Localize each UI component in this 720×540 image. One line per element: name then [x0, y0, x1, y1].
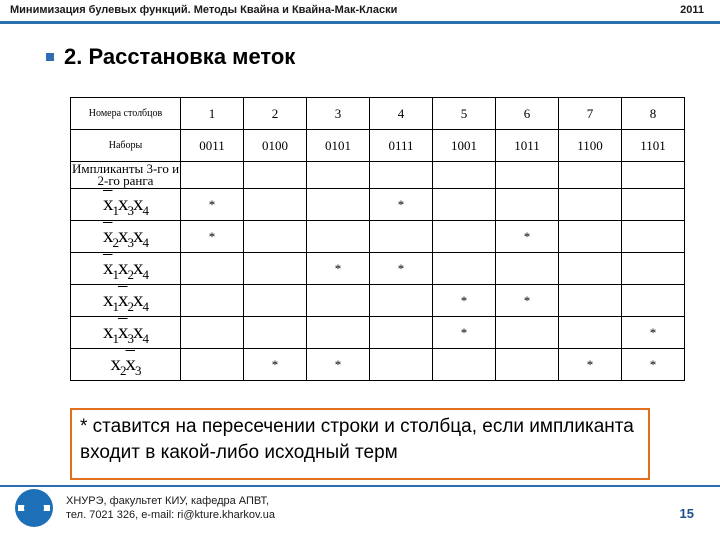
set-value-5: 1001: [433, 130, 496, 162]
empty-cell: [433, 221, 496, 253]
term-variable: $\overline{x}$: [103, 190, 113, 215]
empty-cell: [370, 285, 433, 317]
term-index: 4: [142, 234, 148, 250]
term-variable: x: [133, 286, 143, 311]
empty-cell: [433, 253, 496, 285]
term-index: 2: [112, 234, 118, 250]
mark-asterisk: *: [370, 189, 433, 221]
empty-cell: [559, 162, 622, 189]
implicants-label-row: [71, 162, 685, 189]
empty-cell: [559, 189, 622, 221]
mark-asterisk: *: [622, 349, 685, 381]
term-variable: x: [118, 222, 128, 247]
footer-org-line1: ХНУРЭ, факультет КИУ, кафедра АПВТ,: [66, 495, 270, 507]
header-divider: [0, 21, 720, 24]
column-number-6: 6: [496, 98, 559, 130]
square-bullet-icon: [46, 53, 54, 61]
implicants-row-label: Импликанты 3-го и 2-го ранга: [71, 161, 180, 188]
implicant-row: [71, 349, 685, 381]
empty-cell: [496, 189, 559, 221]
term-variable: x: [118, 190, 128, 215]
mark-asterisk: *: [622, 317, 685, 349]
empty-cell: [244, 162, 307, 189]
term-variable: x: [133, 190, 143, 215]
implicant-row: [71, 221, 685, 253]
empty-cell: [181, 349, 244, 381]
term-variable: x: [103, 286, 113, 311]
implicant-term: [71, 189, 181, 221]
term-variable: $\overline{x}$: [103, 222, 113, 247]
note-box: * ставится на пересечении строки и столбца, если импликанта входит в какой-либо исходный терм: [70, 408, 650, 480]
term-index: 3: [127, 234, 133, 250]
term-variable: x: [133, 254, 143, 279]
page-number: 15: [679, 506, 694, 521]
empty-cell: [370, 221, 433, 253]
empty-cell: [433, 349, 496, 381]
column-number-2: 2: [244, 98, 307, 130]
term-index: 3: [135, 362, 141, 378]
empty-cell: [622, 221, 685, 253]
empty-cell: [181, 162, 244, 189]
term-index: 4: [142, 202, 148, 218]
empty-cell: [622, 189, 685, 221]
term-variable: x: [118, 254, 128, 279]
implicant-row: [71, 189, 685, 221]
term-variable: x: [110, 350, 120, 375]
empty-cell: [181, 253, 244, 285]
implicant-term: [71, 285, 181, 317]
term-index: 4: [142, 298, 148, 314]
term-variable: $\overline{x}$: [103, 254, 113, 279]
set-value-4: 0111: [370, 130, 433, 162]
empty-cell: [496, 317, 559, 349]
mark-asterisk: *: [559, 349, 622, 381]
mark-asterisk: *: [370, 253, 433, 285]
mark-asterisk: *: [181, 189, 244, 221]
term-variable: $\overline{x}$: [125, 350, 135, 375]
empty-cell: [244, 189, 307, 221]
footer-org-line2: тел. 7021 326, e-mail: ri@kture.kharkov.ua: [66, 509, 276, 521]
set-value-3: 0101: [307, 130, 370, 162]
sets-row: [71, 130, 685, 162]
empty-cell: [496, 162, 559, 189]
term-index: 1: [112, 330, 118, 346]
columns-row: [71, 98, 685, 130]
columns-row-label: Номера столбцов: [71, 98, 181, 130]
implicant-term: [71, 253, 181, 285]
term-index: 3: [127, 330, 133, 346]
empty-cell: [496, 349, 559, 381]
empty-cell: [559, 253, 622, 285]
empty-cell: [433, 162, 496, 189]
term-index: 3: [127, 202, 133, 218]
set-value-6: 1011: [496, 130, 559, 162]
mark-asterisk: *: [496, 285, 559, 317]
mark-asterisk: *: [181, 221, 244, 253]
empty-cell: [244, 253, 307, 285]
set-value-7: 1100: [559, 130, 622, 162]
column-number-5: 5: [433, 98, 496, 130]
empty-cell: [370, 162, 433, 189]
empty-cell: [307, 285, 370, 317]
marks-table-body: [71, 98, 685, 381]
column-number-3: 3: [307, 98, 370, 130]
empty-cell: [307, 221, 370, 253]
empty-cell: [622, 162, 685, 189]
term-index: 2: [120, 362, 126, 378]
empty-cell: [181, 285, 244, 317]
empty-cell: [559, 317, 622, 349]
column-number-4: 4: [370, 98, 433, 130]
term-index: 1: [112, 298, 118, 314]
empty-cell: [370, 317, 433, 349]
header-year: 2011: [680, 4, 704, 16]
set-value-8: 1101: [622, 130, 685, 162]
empty-cell: [622, 285, 685, 317]
footer-divider: [0, 485, 720, 487]
footer-org: [66, 494, 275, 522]
empty-cell: [244, 317, 307, 349]
term-index: 1: [112, 202, 118, 218]
header-title: Минимизация булевых функций. Методы Квайна и Квайна-Мак-Класки: [10, 4, 398, 16]
set-value-2: 0100: [244, 130, 307, 162]
mark-asterisk: *: [496, 221, 559, 253]
term-index: 2: [127, 266, 133, 282]
sets-row-label: Наборы: [71, 130, 181, 162]
term-variable: $\overline{x}$: [118, 286, 128, 311]
empty-cell: [496, 253, 559, 285]
implicant-row: [71, 253, 685, 285]
term-variable: x: [133, 318, 143, 343]
empty-cell: [433, 189, 496, 221]
implicant-row: [71, 317, 685, 349]
university-logo: [14, 488, 54, 528]
term-variable: x: [133, 222, 143, 247]
slide-title: 2. Расстановка меток: [64, 44, 296, 69]
empty-cell: [622, 253, 685, 285]
empty-cell: [559, 285, 622, 317]
term-variable: $\overline{x}$: [118, 318, 128, 343]
mark-asterisk: *: [307, 253, 370, 285]
empty-cell: [370, 349, 433, 381]
term-index: 4: [142, 330, 148, 346]
empty-cell: [559, 221, 622, 253]
column-number-8: 8: [622, 98, 685, 130]
marks-table: [70, 97, 685, 381]
term-index: 2: [127, 298, 133, 314]
empty-cell: [244, 221, 307, 253]
term-variable: x: [103, 318, 113, 343]
empty-cell: [244, 285, 307, 317]
empty-cell: [307, 162, 370, 189]
term-index: 4: [142, 266, 148, 282]
implicant-row: [71, 285, 685, 317]
empty-cell: [181, 317, 244, 349]
logo-inner-circle: [24, 498, 44, 518]
implicant-term: [71, 317, 181, 349]
mark-asterisk: *: [307, 349, 370, 381]
implicant-term: [71, 221, 181, 253]
mark-asterisk: *: [433, 285, 496, 317]
term-index: 1: [112, 266, 118, 282]
column-number-1: 1: [181, 98, 244, 130]
implicant-term: [71, 349, 181, 381]
empty-cell: [307, 317, 370, 349]
mark-asterisk: *: [433, 317, 496, 349]
mark-asterisk: *: [244, 349, 307, 381]
column-number-7: 7: [559, 98, 622, 130]
set-value-1: 0011: [181, 130, 244, 162]
empty-cell: [307, 189, 370, 221]
slide-title-block: [46, 42, 295, 72]
